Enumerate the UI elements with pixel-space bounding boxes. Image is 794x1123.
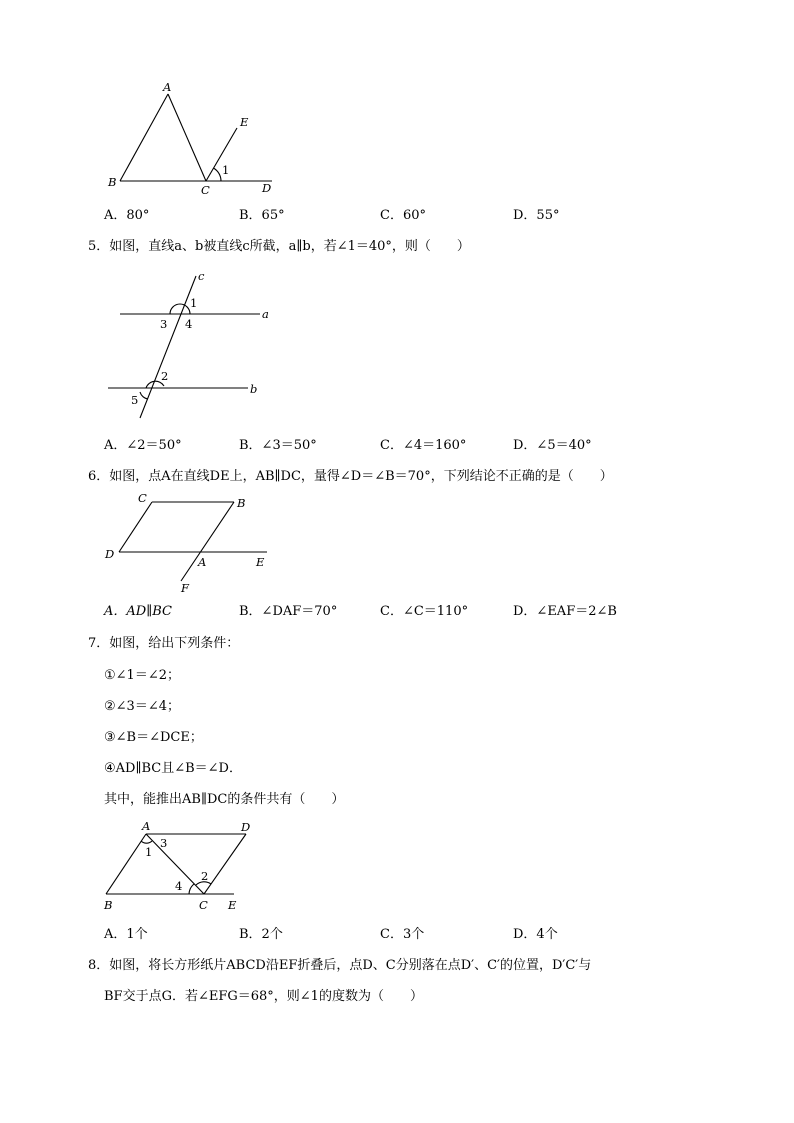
q5-option-a[interactable]: A．∠2＝50° — [104, 438, 182, 453]
q6-segment-DC — [119, 502, 152, 552]
q6-segment-BF — [181, 502, 234, 581]
q4-label-B: B — [108, 175, 117, 189]
q6-label-A: A — [198, 555, 207, 569]
q4-segment-AB — [120, 94, 168, 181]
q7-segment-BA — [106, 834, 146, 894]
q7-segment-DC — [204, 834, 246, 894]
q5-label-4: 4 — [185, 317, 193, 331]
q4-segment-AC — [168, 94, 206, 181]
q5-figure — [100, 268, 290, 423]
q4-figure — [100, 78, 290, 203]
q7-label-A: A — [142, 819, 151, 833]
q5-label-c: c — [198, 269, 205, 283]
q5-option-d[interactable]: D．∠5＝40° — [513, 438, 592, 453]
q4-option-a[interactable]: A．80° — [104, 208, 150, 223]
q6-label-B: B — [237, 496, 246, 510]
q7-option-b[interactable]: B．2个 — [239, 927, 283, 942]
q6-option-d[interactable]: D．∠EAF＝2∠B — [513, 604, 617, 619]
q6-option-c[interactable]: C．∠C＝110° — [380, 604, 469, 619]
q7-option-c[interactable]: C．3个 — [380, 927, 425, 942]
q6-label-F: F — [181, 581, 189, 595]
q4-label-angle1: 1 — [222, 163, 230, 177]
q4-label-D: D — [262, 181, 272, 195]
q7-label-C: C — [199, 898, 208, 912]
q5-option-b[interactable]: B．∠3＝50° — [239, 438, 317, 453]
q5-option-c[interactable]: C．∠4＝160° — [380, 438, 467, 453]
q5-label-1: 1 — [190, 296, 198, 310]
q5-stem: 5．如图，直线a、b被直线c所截，a∥b，若∠1＝40°，则（ ） — [88, 239, 470, 254]
q7-angle4-arc — [189, 884, 194, 894]
q4-option-c[interactable]: C．60° — [380, 208, 426, 223]
q7-label-1: 1 — [145, 845, 153, 859]
q5-label-3: 3 — [160, 317, 168, 331]
q5-label-a: a — [262, 307, 269, 321]
q7-condition-3: ③∠B＝∠DCE； — [104, 730, 203, 745]
q4-label-E: E — [240, 115, 249, 129]
q5-angle-arc-top — [170, 304, 190, 314]
q4-label-C: C — [201, 183, 210, 197]
q5-line-c — [140, 276, 196, 418]
q5-angle5-arc — [140, 392, 148, 399]
q7-stem: 7．如图，给出下列条件： — [88, 636, 240, 651]
q7-condition-1: ①∠1＝∠2； — [104, 668, 180, 683]
q6-figure — [100, 488, 290, 598]
q4-label-A: A — [163, 80, 172, 94]
q4-option-d[interactable]: D．55° — [513, 208, 560, 223]
q7-angle1-arc — [141, 841, 152, 843]
q6-option-a[interactable]: A．AD∥BC — [104, 604, 172, 619]
q4-option-b[interactable]: B．65° — [239, 208, 285, 223]
q7-label-2: 2 — [201, 869, 209, 883]
q7-question: 其中，能推出AB∥DC的条件共有（ ） — [104, 792, 345, 807]
q8-stem-line2: BF交于点G．若∠EFG＝68°，则∠1的度数为（ ） — [104, 989, 423, 1004]
q7-figure — [100, 816, 270, 916]
q5-label-2: 2 — [161, 369, 169, 383]
q7-label-B: B — [104, 898, 113, 912]
q7-label-4: 4 — [175, 879, 183, 893]
q6-label-E: E — [256, 555, 265, 569]
q7-option-d[interactable]: D．4个 — [513, 927, 558, 942]
q6-label-D: D — [105, 547, 115, 561]
q6-label-C: C — [138, 491, 147, 505]
q5-label-b: b — [250, 382, 258, 396]
q5-label-5: 5 — [131, 393, 139, 407]
q7-label-3: 3 — [160, 836, 168, 850]
q4-angle1-arc — [214, 168, 221, 181]
q6-option-b[interactable]: B．∠DAF＝70° — [239, 604, 338, 619]
q7-option-a[interactable]: A．1个 — [104, 927, 148, 942]
q7-condition-2: ②∠3＝∠4； — [104, 699, 180, 714]
q7-label-D: D — [241, 820, 251, 834]
q8-stem-line1: 8．如图，将长方形纸片ABCD沿EF折叠后，点D、C分别落在点D′、C′的位置，D′C′与 — [88, 958, 592, 973]
q7-condition-4: ④AD∥BC且∠B＝∠D． — [104, 761, 242, 776]
q6-stem: 6．如图，点A在直线DE上，AB∥DC，量得∠D＝∠B＝70°，下列结论不正确的是（ ） — [88, 469, 613, 484]
q7-label-E: E — [228, 898, 237, 912]
